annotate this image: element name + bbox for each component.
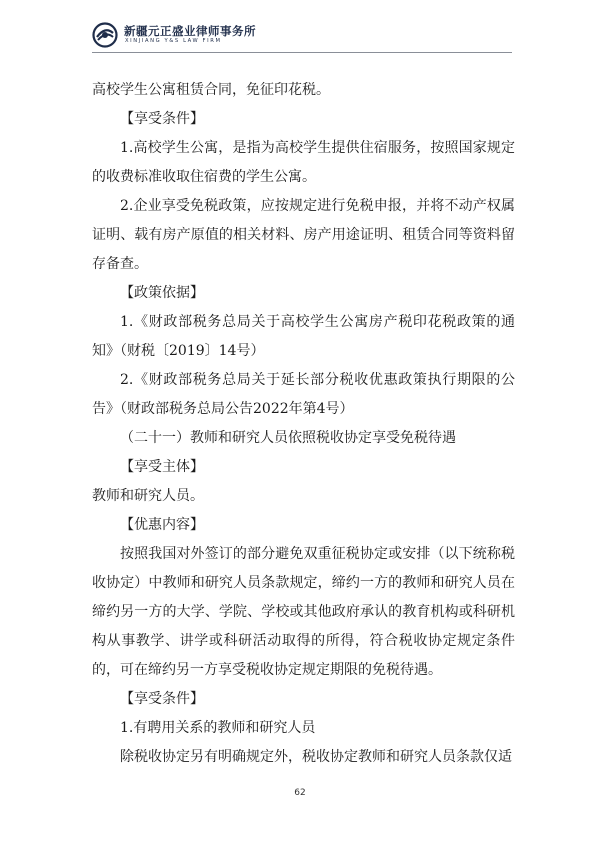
paragraph: 按照我国对外签订的部分避免双重征税协定或安排（以下统称税收协定）中教师和研究人员条款规定，缔约一方的教师和研究人员在缔约另一方的大学、学院、学校或其他政府承认的教育机构或科研机构从事教学、讲学或科研活动取得的所得，符合税收协定规定条件的，可在缔约另一方享受税收协定规定期限的免税待遇。 — [92, 546, 515, 678]
firm-name-cn: 新疆元正盛业律师事务所 — [124, 24, 256, 38]
section-heading: 【政策依据】 — [120, 285, 204, 301]
paragraph: 除税收协定另有明确规定外，税收协定教师和研究人员条款仅适 — [120, 749, 512, 765]
paragraph: 高校学生公寓租赁合同，免征印花税。 — [92, 82, 330, 98]
document-body — [92, 76, 515, 772]
firm-logo-icon — [92, 22, 118, 48]
paragraph: 教师和研究人员。 — [92, 488, 204, 504]
page-number: 62 — [294, 788, 306, 798]
firm-name-en: XINJIANG Y&S LAW FIRM — [125, 38, 222, 44]
subsection-title: （二十一）教师和研究人员依照税收协定享受免税待遇 — [120, 430, 456, 446]
paragraph: 2.《财政部税务总局关于延长部分税收优惠政策执行期限的公告》（财政部税务总局公告2022年第4号） — [92, 372, 515, 417]
section-heading: 【享受主体】 — [120, 459, 204, 475]
paragraph: 1.高校学生公寓，是指为高校学生提供住宿服务，按照国家规定的收费标准收取住宿费的学生公寓。 — [92, 140, 515, 185]
paragraph: 1.有聘用关系的教师和研究人员 — [120, 720, 316, 736]
section-heading: 【享受条件】 — [120, 111, 204, 127]
section-heading: 【优惠内容】 — [120, 517, 204, 533]
paragraph: 2.企业享受免税政策，应按规定进行免税申报，并将不动产权属证明、载有房产原值的相关材料、房产用途证明、租赁合同等资料留存备查。 — [92, 198, 515, 272]
paragraph: 1.《财政部税务总局关于高校学生公寓房产税印花税政策的通知》（财税〔2019〕14号） — [92, 314, 515, 359]
page-header — [92, 22, 512, 52]
header-divider — [92, 52, 512, 53]
section-heading: 【享受条件】 — [120, 691, 204, 707]
